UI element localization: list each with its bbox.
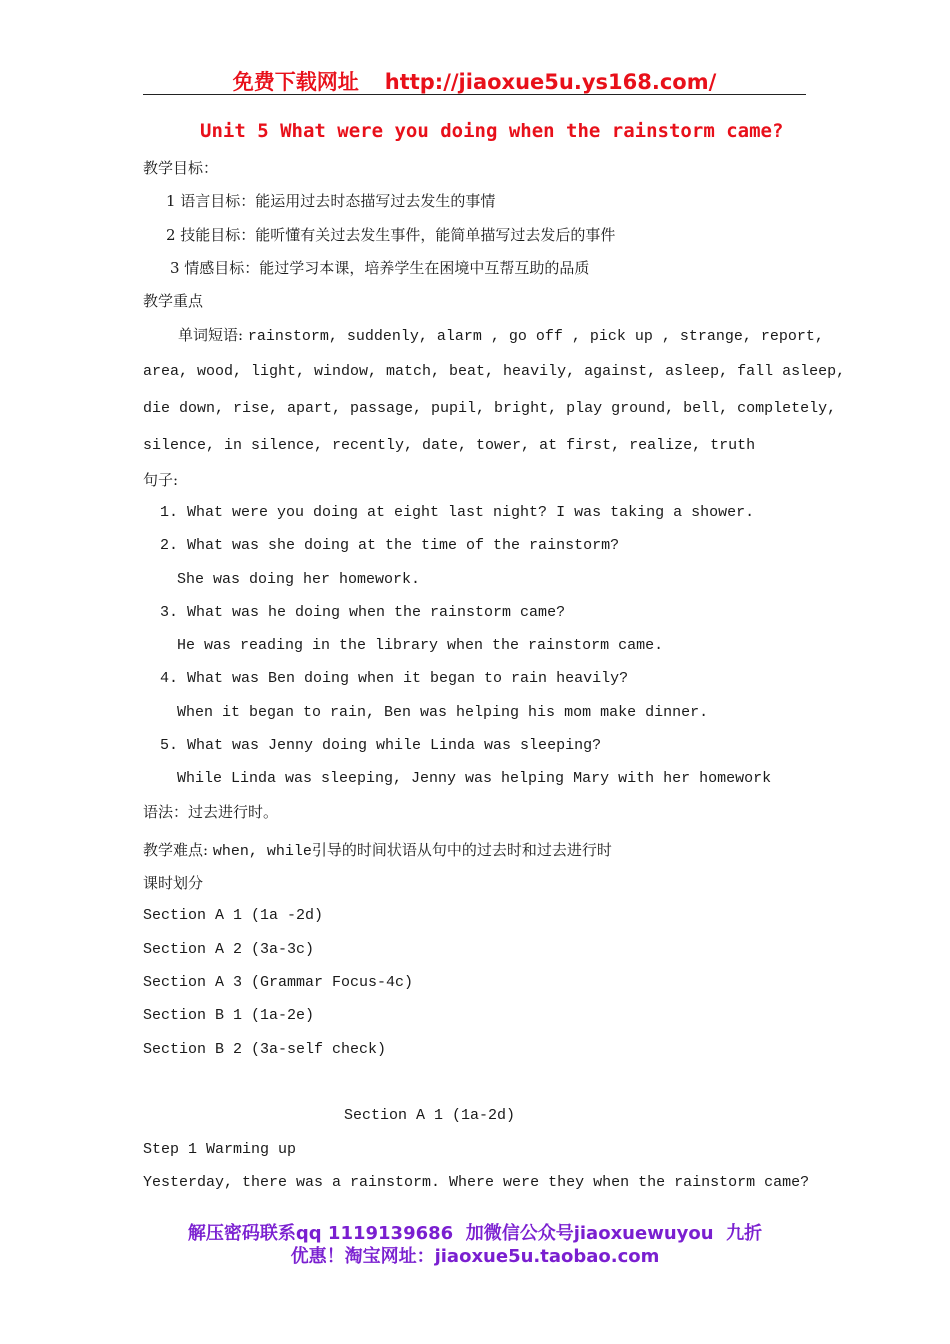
section-heading: Section A 1 (1a-2d) — [344, 1107, 516, 1124]
key-points-heading: 教学重点 — [143, 292, 204, 310]
difficulty-line — [143, 840, 612, 862]
page-header — [143, 66, 806, 96]
difficulty-code: when, while — [212, 843, 312, 860]
sentence-line: When it began to rain, Ben was helping his mom make dinner. — [177, 704, 709, 721]
period-item: Section B 1 (1a-2e) — [143, 1007, 315, 1024]
footer-discount: 九折 — [726, 1223, 763, 1244]
vocab-label: 单词短语: — [178, 326, 244, 344]
grammar-line: 语法：过去进行时。 — [143, 803, 279, 821]
footer-shop-label: 优惠！淘宝网址： — [290, 1246, 435, 1267]
period-item: Section A 2 (3a-3c) — [143, 941, 315, 958]
footer-contact-label: 解压密码联系 — [187, 1223, 296, 1244]
footer-qq: qq 1119139686 — [295, 1223, 454, 1244]
sentence-line: She was doing her homework. — [177, 571, 421, 588]
page-title: Unit 5 What were you doing when the rainstorm came? — [200, 120, 784, 142]
vocab-line: area, wood, light, window, match, beat, heavily, against, asleep, fall asleep, — [143, 363, 846, 380]
sentence-line: 5. What was Jenny doing while Linda was sleeping? — [160, 737, 602, 754]
objectives-heading: 教学目标： — [143, 159, 219, 177]
sentence-line: 3. What was he doing when the rainstorm came? — [160, 604, 566, 621]
objective-item: 3 情感目标：能过学习本课，培养学生在困境中互帮互助的品质 — [170, 259, 590, 277]
header-divider — [143, 94, 806, 95]
sentence-line: He was reading in the library when the rainstorm came. — [177, 637, 664, 654]
vocab-line-first — [178, 325, 824, 347]
vocab-line: silence, in silence, recently, date, tower, at first, realize, truth — [143, 437, 756, 454]
period-item: Section B 2 (3a-self check) — [143, 1041, 387, 1058]
footer-line-2 — [0, 1242, 950, 1268]
footer-shop-url-link[interactable]: jiaoxue5u.taobao.com — [434, 1246, 660, 1267]
sentence-line: While Linda was sleeping, Jenny was helping Mary with her homework — [177, 770, 772, 787]
difficulty-label: 教学难点: — [143, 841, 209, 859]
vocab-words: rainstorm, suddenly, alarm , go off , pick up , strange, report, — [247, 328, 824, 345]
period-item: Section A 1 (1a -2d) — [143, 907, 324, 924]
header-label: 免费下载网址 — [232, 70, 359, 94]
sentences-heading: 句子: — [143, 471, 179, 489]
periods-heading: 课时划分 — [143, 874, 204, 892]
step-heading: Step 1 Warming up — [143, 1141, 297, 1158]
period-item: Section A 3 (Grammar Focus-4c) — [143, 974, 414, 991]
footer-wechat-id: jiaoxuewuyou — [573, 1223, 714, 1244]
sentence-line: 4. What was Ben doing when it began to rain heavily? — [160, 670, 629, 687]
section-text: Yesterday, there was a rainstorm. Where were they when the rainstorm came? — [143, 1174, 810, 1191]
vocab-line: die down, rise, apart, passage, pupil, bright, play ground, bell, completely, — [143, 400, 837, 417]
sentence-line: 2. What was she doing at the time of the rainstorm? — [160, 537, 620, 554]
header-url-link[interactable]: http://jiaoxue5u.ys168.com/ — [384, 70, 717, 94]
sentence-line: 1. What were you doing at eight last night? I was taking a shower. — [160, 504, 755, 521]
difficulty-text: 引导的时间状语从句中的过去时和过去进行时 — [311, 841, 612, 859]
objective-item: 2 技能目标：能听懂有关过去发生事件，能简单描写过去发后的事件 — [166, 226, 616, 244]
footer-wechat-label: 加微信公众号 — [465, 1223, 574, 1244]
objective-item: 1 语言目标：能运用过去时态描写过去发生的事情 — [166, 192, 496, 210]
